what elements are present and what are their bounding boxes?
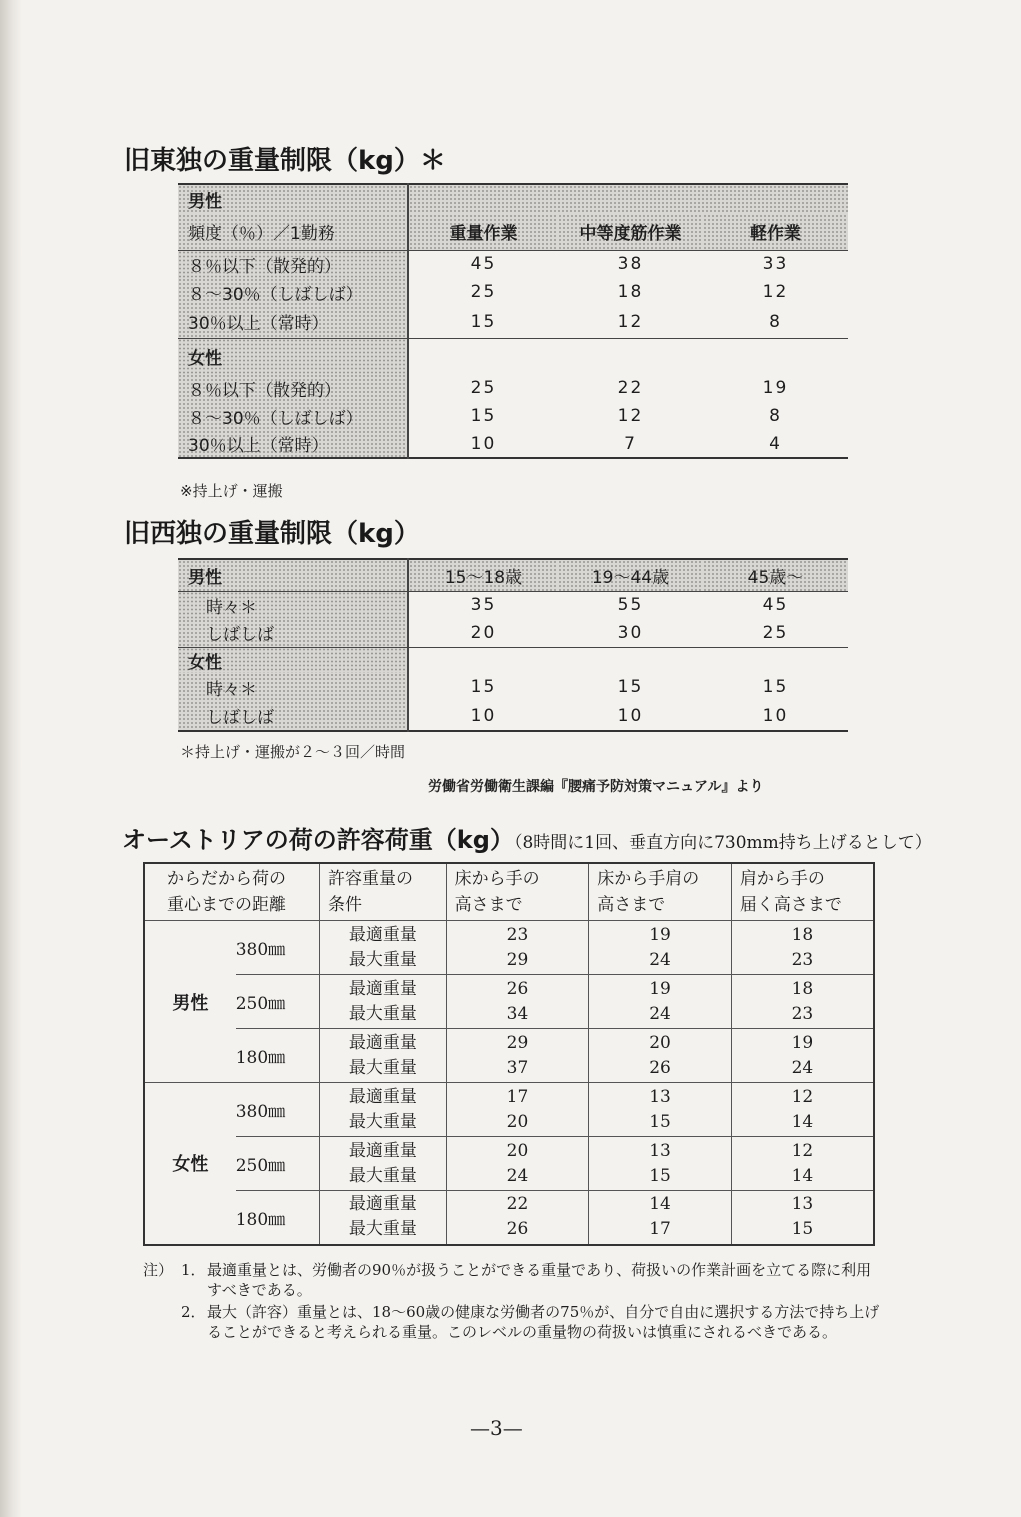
- condition-cell: 最適重量 最大重量: [320, 975, 447, 1029]
- col-light-work: 軽作業: [703, 214, 848, 250]
- col-medium-work: 中等度筋作業: [558, 214, 703, 250]
- value-cell: 23 29: [446, 921, 589, 975]
- footnote-item: [143, 1260, 883, 1300]
- row-label: ８％以下（散発的）: [178, 250, 408, 278]
- value-cell: 20 26: [589, 1029, 732, 1083]
- value-cell: 20 24: [446, 1137, 589, 1191]
- row-label: 時々＊: [178, 591, 408, 619]
- section3-subtitle: （8時間に1回、垂直方向に730mm持ち上げるとして）: [513, 833, 932, 853]
- col-age-19-44: 19～44歳: [558, 559, 703, 591]
- section1-note: ※持上げ・運搬: [180, 482, 283, 500]
- section2-note: ＊持上げ・運搬が２～３回／時間: [180, 743, 406, 761]
- section3-title: [122, 820, 932, 855]
- footnote-text: 最大（許容）重量とは、18～60歳の健康な労働者の75％が、自分で自由に選択する方法で持ち上げることができると考えられる重量。このレベルの重量物の荷扱いは慎重にされるべきである。: [207, 1303, 880, 1341]
- row-label: ８％以下（散発的）: [178, 374, 408, 402]
- male-label: 男性: [144, 921, 236, 1083]
- section2-title: 旧西独の重量制限（kg）: [124, 519, 420, 549]
- table-row: [144, 1137, 874, 1191]
- value-cell: 12 14: [731, 1083, 874, 1137]
- distance-cell: 250㎜: [236, 1137, 320, 1191]
- row-label: 30％以上（常時）: [178, 430, 408, 458]
- footnotes: [143, 1260, 883, 1342]
- table-row: [144, 975, 874, 1029]
- cell: 12: [617, 406, 644, 426]
- table-row: [144, 1029, 874, 1083]
- cell: 8: [769, 311, 782, 332]
- female-label: 女性: [178, 338, 408, 374]
- distance-cell: 380㎜: [236, 921, 320, 975]
- value-cell: 14 17: [589, 1191, 732, 1245]
- cell: 30: [617, 622, 644, 643]
- col-age-15-18: 15～18歳: [408, 559, 558, 591]
- header-distance: からだから荷の 重心までの距離: [144, 863, 320, 921]
- condition-cell: 最適重量 最大重量: [320, 1083, 447, 1137]
- value-cell: 19 24: [589, 921, 732, 975]
- table-row: [178, 306, 848, 338]
- value-cell: 22 26: [446, 1191, 589, 1245]
- row-label: 時々＊: [178, 673, 408, 701]
- header-floor-to-shoulder: 床から手肩の 高さまで: [589, 863, 732, 921]
- header-male-label: 男性: [178, 184, 408, 214]
- table-row: [178, 591, 848, 619]
- page-number: —3—: [470, 1416, 523, 1440]
- value-cell: 13 15: [589, 1083, 732, 1137]
- header-condition: 許容重量の 条件: [320, 863, 447, 921]
- condition-cell: 最適重量 最大重量: [320, 921, 447, 975]
- col-age-45-plus: 45歳～: [703, 559, 848, 591]
- table-row: [178, 619, 848, 647]
- cell: 15: [470, 311, 497, 332]
- col-heavy-work: 重量作業: [408, 214, 558, 250]
- distance-cell: 380㎜: [236, 1083, 320, 1137]
- cell: 45: [762, 595, 789, 616]
- cell: 55: [617, 595, 644, 616]
- cell: 7: [624, 433, 637, 454]
- cell: 20: [470, 622, 497, 643]
- section2-source: 労働省労働衛生課編『腰痛予防対策マニュアル』より: [428, 779, 764, 795]
- row-label: ８～30％（しばしば）: [178, 278, 408, 306]
- footnote-mark: 注）: [143, 1261, 174, 1279]
- value-cell: 18 23: [731, 921, 874, 975]
- table-row: [178, 278, 848, 306]
- cell: 19: [762, 378, 789, 398]
- cell: 35: [470, 595, 497, 616]
- cell: 10: [470, 705, 497, 726]
- cell: 25: [470, 282, 497, 302]
- table-row: [178, 673, 848, 701]
- value-cell: 29 37: [446, 1029, 589, 1083]
- condition-cell: 最適重量 最大重量: [320, 1029, 447, 1083]
- cell: 12: [617, 311, 644, 332]
- header-male-label: 男性: [178, 559, 408, 591]
- west-germany-table: [178, 558, 848, 732]
- female-label: 女性: [178, 647, 408, 673]
- distance-cell: 250㎜: [236, 975, 320, 1029]
- cell: 10: [470, 433, 497, 454]
- footnote-number: 2．: [181, 1303, 206, 1321]
- footnote-item: [143, 1302, 883, 1342]
- table-row: [178, 250, 848, 278]
- female-label: 女性: [144, 1083, 236, 1245]
- cell: 25: [762, 622, 789, 643]
- cell: 25: [470, 378, 497, 398]
- condition-cell: 最適重量 最大重量: [320, 1191, 447, 1245]
- table-row: [178, 701, 848, 731]
- footnote-text: 最適重量とは、労働者の90％が扱うことができる重量であり、荷扱いの作業計画を立てる際に利用すべきである。: [207, 1261, 872, 1299]
- value-cell: 17 20: [446, 1083, 589, 1137]
- value-cell: 13 15: [731, 1191, 874, 1245]
- cell: 45: [470, 254, 497, 275]
- condition-cell: 最適重量 最大重量: [320, 1137, 447, 1191]
- cell: 15: [762, 677, 789, 697]
- footnote-number: 1．: [181, 1261, 206, 1279]
- cell: 10: [762, 705, 789, 726]
- section3-title-text: オーストリアの荷の許容荷重（kg）: [122, 826, 514, 854]
- value-cell: 13 15: [589, 1137, 732, 1191]
- row-label: 30％以上（常時）: [178, 306, 408, 338]
- row-label: しばしば: [178, 701, 408, 731]
- header-shoulder-to-reach: 肩から手の 届く高さまで: [731, 863, 874, 921]
- distance-cell: 180㎜: [236, 1029, 320, 1083]
- cell: 4: [769, 433, 782, 454]
- row-label: ８～30％（しばしば）: [178, 402, 408, 430]
- distance-cell: 180㎜: [236, 1191, 320, 1245]
- east-germany-table: [178, 183, 848, 459]
- value-cell: 18 23: [731, 975, 874, 1029]
- table-row: [144, 1191, 874, 1245]
- cell: 15: [470, 406, 497, 426]
- value-cell: 12 14: [731, 1137, 874, 1191]
- austria-table: [143, 862, 875, 1246]
- cell: 15: [470, 677, 497, 697]
- cell: 10: [617, 705, 644, 726]
- row-label: しばしば: [178, 619, 408, 647]
- value-cell: 26 34: [446, 975, 589, 1029]
- cell: 22: [617, 378, 644, 398]
- table-row: [144, 921, 874, 975]
- cell: 15: [617, 677, 644, 697]
- value-cell: 19 24: [589, 975, 732, 1029]
- cell: 33: [762, 254, 789, 275]
- cell: 38: [617, 254, 644, 275]
- section1-title: 旧東独の重量制限（kg）＊: [124, 146, 446, 176]
- value-cell: 19 24: [731, 1029, 874, 1083]
- table-row: [178, 374, 848, 402]
- header-frequency-label: 頻度（％）／1勤務: [178, 214, 408, 250]
- table-row: [178, 402, 848, 430]
- cell: 8: [769, 406, 782, 426]
- table-row: [144, 1083, 874, 1137]
- cell: 18: [617, 282, 644, 302]
- table-row: [178, 430, 848, 458]
- page-edge: [0, 0, 22, 1517]
- header-floor-to-hand: 床から手の 高さまで: [446, 863, 589, 921]
- cell: 12: [762, 282, 789, 302]
